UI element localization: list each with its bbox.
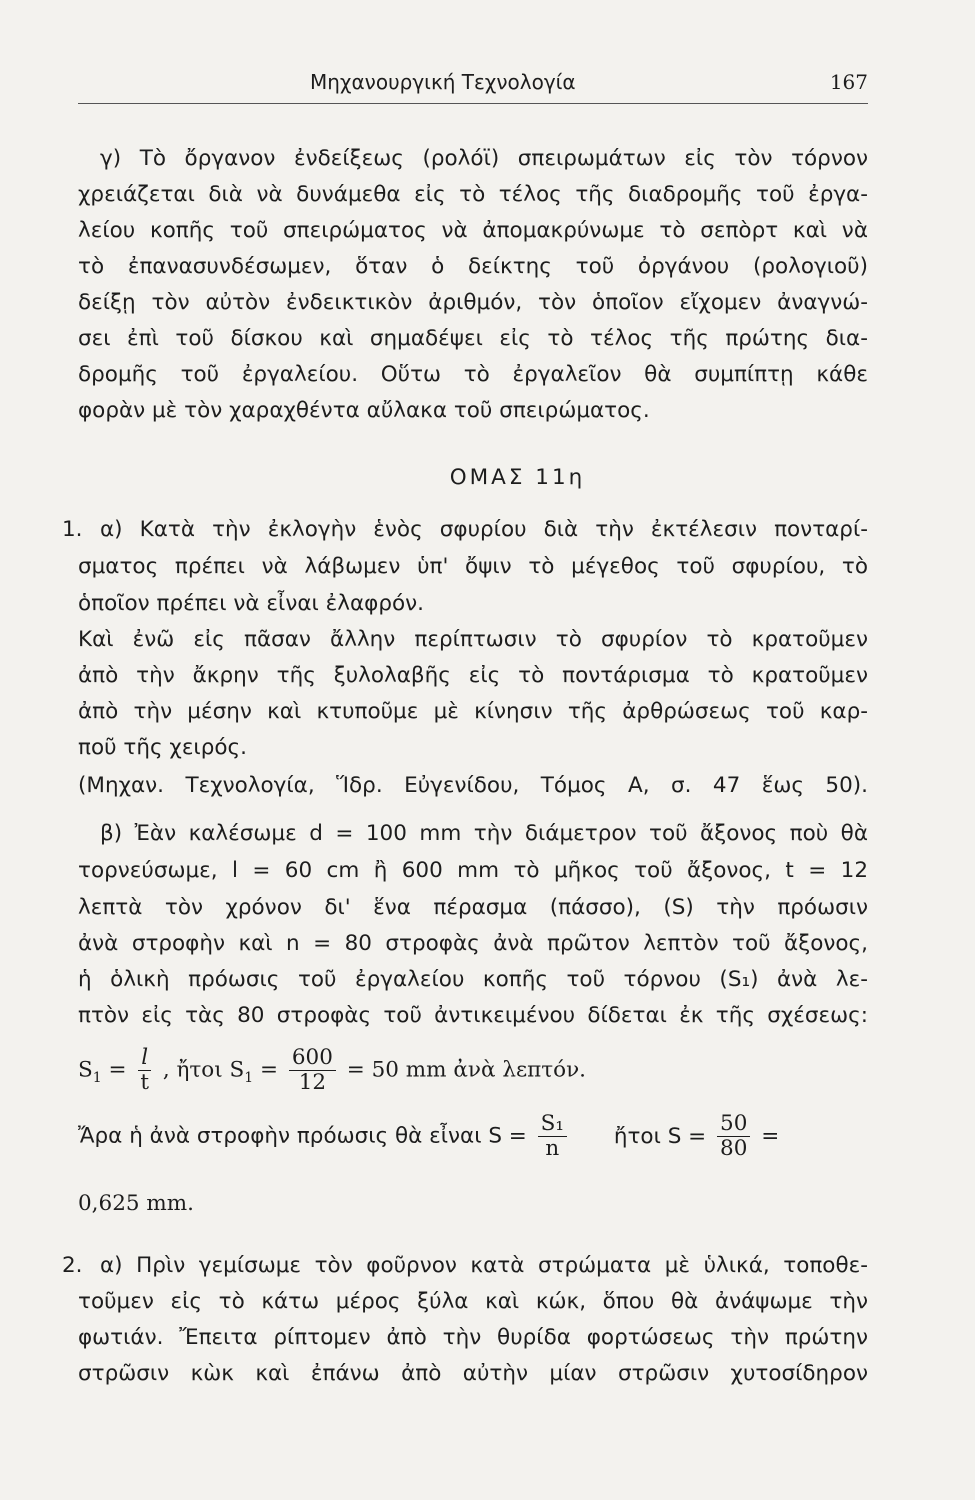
text-line: Καὶ ἐνῶ εἰς πᾶσαν ἄλλην περίπτωσιν τὸ σφυρίον τὸ κρατοῦμεν	[78, 627, 868, 652]
header-rule	[78, 103, 868, 104]
numerator: l	[138, 1046, 151, 1071]
denominator: 12	[298, 1070, 327, 1095]
citation-line: (Μηχαν. Τεχνολογία, Ἵδρ. Εὐγενίδου, Τόμος Α, σ. 47 ἕως 50).	[78, 773, 868, 798]
text-line: σει ἐπὶ τοῦ δίσκου καὶ σημαδέψει εἰς τὸ τέλος τῆς πρώτης δια-	[78, 326, 868, 351]
text-line: ἀνὰ στροφὴν καὶ n = 80 στροφὰς ἀνὰ πρῶτον λεπτὸν τοῦ ἄξονος,	[78, 931, 868, 956]
formula-lhs: S	[78, 1057, 93, 1083]
text-line: τὸ ἐπανασυνδέσωμεν, ὅταν ὁ δείκτης τοῦ ὀργάνου (ρολογιοῦ)	[78, 254, 868, 279]
text-line: λείου κοπῆς τοῦ σπειρώματος νὰ ἀπομακρύνωμε τὸ σεπὸρτ καὶ νὰ	[78, 218, 868, 243]
item-number: 2.	[62, 1253, 83, 1278]
formula-feed-per-minute	[78, 1046, 586, 1095]
item-number: 1.	[62, 517, 83, 542]
numerator: 50	[717, 1112, 750, 1137]
formula-tail: =	[761, 1123, 780, 1149]
text-line: πτὸν εἰς τὰς 80 στροφὰς τοῦ ἀντικειμένου δίδεται ἐκ τῆς σχέσεως:	[78, 1003, 868, 1028]
numerator: S₁	[538, 1112, 567, 1137]
text-line: φορὰν μὲ τὸν χαραχθέντα αὔλακα τοῦ σπειρώματος.	[78, 398, 650, 423]
numerator: 600	[289, 1046, 336, 1071]
text-line: α) Κατὰ τὴν ἐκλογὴν ἑνὸς σφυρίου διὰ τὴν ἐκτέλεσιν πονταρί-	[100, 517, 868, 542]
text-line: χρειάζεται διὰ νὰ δυνάμεθα εἰς τὸ τέλος τῆς διαδρομῆς τοῦ ἐργα-	[78, 182, 868, 207]
formula-subscript: 1	[244, 1069, 254, 1086]
formula-result: = 50 mm ἀνὰ λεπτόν.	[346, 1057, 586, 1083]
text-line: ποῦ τῆς χειρός.	[78, 735, 247, 760]
text-line: ἡ ὁλικὴ πρόωσις τοῦ ἐργαλείου κοπῆς τοῦ τόρνου (S₁) ἀνὰ λε-	[78, 967, 868, 992]
group-heading: ΟΜΑΣ 11η	[449, 465, 586, 490]
fraction-l-over-t	[137, 1046, 152, 1095]
text-line: τορνεύσωμε, l = 60 cm ἢ 600 mm τὸ μῆκος τοῦ ἄξονος, t = 12	[78, 858, 868, 883]
text-line: τοῦμεν εἰς τὸ κάτω μέρος ξύλα καὶ κώκ, ὅπου θὰ ἀνάψωμε τὴν	[78, 1289, 868, 1314]
text-line: σματος πρέπει νὰ λάβωμεν ὑπ' ὄψιν τὸ μέγεθος τοῦ σφυρίου, τὸ	[78, 554, 868, 579]
text-line: α) Πρὶν γεμίσωμε τὸν φοῦρνον κατὰ στρώματα μὲ ὑλικά, τοποθε-	[100, 1253, 868, 1278]
denominator: n	[545, 1136, 560, 1161]
fraction-600-over-12	[289, 1046, 336, 1095]
text-line: λεπτὰ τὸν χρόνον δι' ἕνα πέρασμα (πάσσο), (S) τὴν πρόωσιν	[78, 895, 868, 920]
text-line: ἀπὸ τὴν μέσην καὶ κτυποῦμε μὲ κίνησιν τῆς ἀρθρώσεως τοῦ καρ-	[78, 699, 868, 724]
denominator: 80	[720, 1136, 748, 1161]
formula-mid: ἤτοι S =	[613, 1123, 707, 1149]
formula-text: Ἄρα ἡ ἀνὰ στροφὴν πρόωσις θὰ εἶναι S =	[78, 1123, 527, 1149]
text-line: στρῶσιν κὼκ καὶ ἐπάνω ἀπὸ αὐτὴν μίαν στρῶσιν χυτοσίδηρον	[78, 1361, 868, 1386]
text-line: ἀπὸ τὴν ἄκρην τῆς ξυλολαβῆς εἰς τὸ ποντάρισμα τὸ κρατοῦμεν	[78, 663, 868, 688]
fraction-s1-over-n	[538, 1112, 567, 1161]
text-line: δρομῆς τοῦ ἐργαλείου. Οὕτω τὸ ἐργαλεῖον θὰ συμπίπτῃ κάθε	[78, 362, 868, 387]
formula-equals: =	[108, 1057, 127, 1083]
formula-equals: =	[260, 1057, 279, 1083]
text-line: ὁποῖον πρέπει νὰ εἶναι ἐλαφρόν.	[78, 591, 424, 616]
page-header	[78, 70, 868, 104]
text-line: γ) Τὸ ὄργανον ἐνδείξεως (ρολόϊ) σπειρωμάτων εἰς τὸν τόρνον	[100, 146, 868, 171]
text-line: β) Ἐὰν καλέσωμε d = 100 mm τὴν διάμετρον τοῦ ἄξονος ποὺ θὰ	[100, 821, 868, 846]
formula-feed-per-rev	[78, 1112, 868, 1161]
denominator: t	[140, 1070, 149, 1095]
formula-result-line: 0,625 mm.	[78, 1191, 194, 1216]
formula-subscript: 1	[92, 1069, 102, 1086]
text-line: δείξῃ τὸν αὐτὸν ἐνδεικτικὸν ἀριθμόν, τὸν ὁποῖον εἴχομεν ἀναγνώ-	[78, 290, 868, 315]
page-number: 167	[829, 70, 868, 94]
formula-mid: , ἤτοι S	[162, 1057, 245, 1083]
running-title: Μηχανουργική Τεχνολογία	[310, 70, 576, 94]
fraction-50-over-80	[717, 1112, 750, 1161]
text-line: φωτιάν. Ἔπειτα ρίπτομεν ἀπὸ τὴν θυρίδα φορτώσεως τὴν πρώτην	[78, 1325, 868, 1350]
